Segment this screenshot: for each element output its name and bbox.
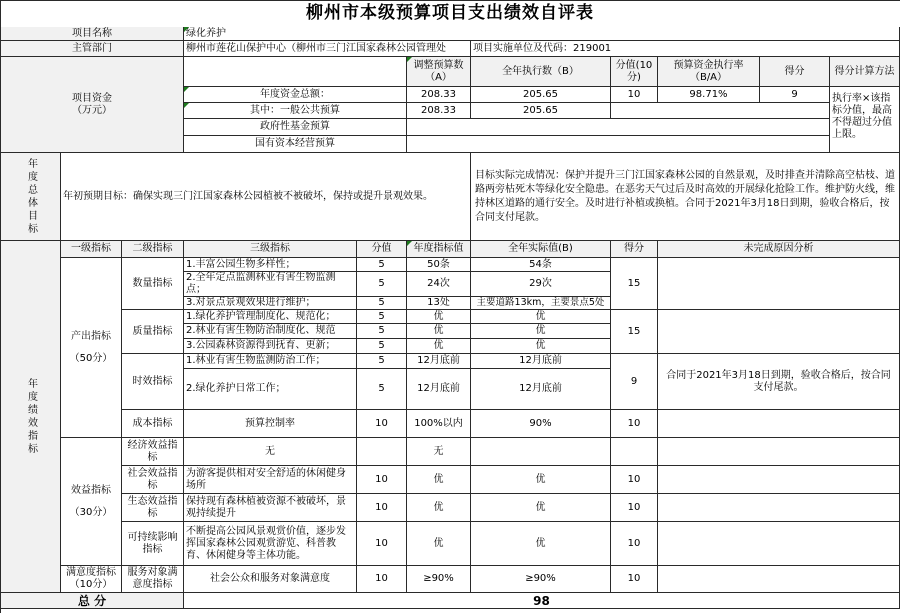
perf-header-score: 得分 <box>611 241 658 258</box>
implementing-unit: 项目实施单位及代码：219001 <box>471 41 900 57</box>
quality-score: 15 <box>611 310 658 354</box>
timeliness-row-2-weight: 5 <box>357 369 407 410</box>
perf-header-weight: 分值 <box>357 241 407 258</box>
perf-header-l3: 三级指标 <box>184 241 357 258</box>
quality-row-1-weight: 5 <box>357 310 407 324</box>
cost-score: 10 <box>611 410 658 438</box>
project-name-value: 绿化养护 <box>184 27 900 41</box>
perf-label-text: 年度绩效指标 <box>25 377 37 456</box>
header-method: 得分计算方法 <box>830 57 900 87</box>
sustainable-score: 10 <box>611 522 658 566</box>
satisfaction-target: ≥90% <box>407 566 471 593</box>
economic-score <box>611 438 658 466</box>
quality-label: 质量指标 <box>122 310 184 354</box>
quality-row-3-weight: 5 <box>357 339 407 354</box>
satisfaction-reason <box>658 566 900 593</box>
funds-gov-label: 政府性基金预算 <box>184 119 407 136</box>
perf-header-l2: 二级指标 <box>122 241 184 258</box>
score-method-text: 执行率×该指标分值，最高不得超过分值上限。 <box>830 87 900 153</box>
social-reason <box>658 466 900 494</box>
timeliness-row-1-target: 12月底前 <box>407 354 471 369</box>
quality-row-3-actual: 优 <box>471 339 611 354</box>
ecological-name: 保持现有森林植被资源不被破坏，景观持续提升 <box>184 494 357 522</box>
timeliness-row-2-target: 12月底前 <box>407 369 471 410</box>
quantity-reason <box>658 258 900 310</box>
funds-gov-blank <box>407 119 830 136</box>
social-target: 优 <box>407 466 471 494</box>
social-label: 社会效益指标 <box>122 466 184 494</box>
quantity-row-2-name: 2.全年定点监测林业有害生物监测点； <box>184 272 357 297</box>
quality-row-2-actual: 优 <box>471 324 611 339</box>
quality-row-1-target: 优 <box>407 310 471 324</box>
quantity-row-2-actual: 29次 <box>471 272 611 297</box>
quality-row-1-actual: 优 <box>471 310 611 324</box>
header-executed: 全年执行数（B） <box>471 57 611 87</box>
timeliness-row-1-name: 1.林业有害生物监测防治工作； <box>184 354 357 369</box>
perf-header-reason: 未完成原因分析 <box>658 241 900 258</box>
quantity-row-3-name: 3.对景点景观效果进行维护； <box>184 297 357 310</box>
quantity-row-2-weight: 5 <box>357 272 407 297</box>
quantity-row-3-target: 13处 <box>407 297 471 310</box>
quality-row-2-name: 2.林业有害生物防治制度化、规范 <box>184 324 357 339</box>
funds-label: 项目资金 （万元） <box>1 57 184 153</box>
economic-reason <box>658 438 900 466</box>
economic-actual <box>471 438 611 466</box>
perf-header-l1: 一级指标 <box>61 241 122 258</box>
cost-actual: 90% <box>471 410 611 438</box>
quantity-row-1-actual: 54条 <box>471 258 611 272</box>
quality-row-3-target: 优 <box>407 339 471 354</box>
timeliness-row-1-weight: 5 <box>357 354 407 369</box>
sustainable-label: 可持续影响指标 <box>122 522 184 566</box>
quality-row-2-target: 优 <box>407 324 471 339</box>
social-score: 10 <box>611 466 658 494</box>
ecological-weight: 10 <box>357 494 407 522</box>
funds-header-blank <box>184 57 407 87</box>
cost-weight: 10 <box>357 410 407 438</box>
economic-target: 无 <box>407 438 471 466</box>
satisfaction-group-label: 满意度指标 （10分） <box>61 566 122 593</box>
funds-general-executed: 205.65 <box>471 103 611 119</box>
timeliness-reason: 合同于2021年3月18日到期，验收合格后，按合同支付尾款。 <box>658 354 900 410</box>
funds-total-rate: 98.71% <box>658 87 760 103</box>
satisfaction-name: 社会公众和服务对象满意度 <box>184 566 357 593</box>
quality-reason <box>658 310 900 354</box>
ecological-actual: 优 <box>471 494 611 522</box>
project-name-label: 项目名称 <box>1 27 184 41</box>
funds-general-label: 其中：一般公共预算 <box>184 103 407 119</box>
satisfaction-score: 10 <box>611 566 658 593</box>
timeliness-row-2-actual: 12月底前 <box>471 369 611 410</box>
sustainable-name: 不断提高公园风景观赏价值，逐步发挥国家森林公园观赏游览、科普教育、休闲健身等主体功能。 <box>184 522 357 566</box>
cost-reason <box>658 410 900 438</box>
dept-value: 柳州市莲花山保护中心（柳州市三门江国家森林公园管理处 <box>184 41 471 57</box>
timeliness-label: 时效指标 <box>122 354 184 410</box>
total-label: 总 分 <box>1 593 184 609</box>
goals-expected: 年初预期目标：确保实现三门江国家森林公园植被不被破坏，保持或提升景观效果。 <box>61 153 471 241</box>
social-name: 为游客提供相对安全舒适的休闲健身场所 <box>184 466 357 494</box>
quantity-row-1-weight: 5 <box>357 258 407 272</box>
quantity-row-1-name: 1.丰富公园生物多样性； <box>184 258 357 272</box>
header-score: 得分 <box>760 57 830 87</box>
total-value: 98 <box>184 593 900 609</box>
ecological-target: 优 <box>407 494 471 522</box>
cost-name: 预算控制率 <box>184 410 357 438</box>
page-title: 柳州市本级预算项目支出绩效自评表 <box>306 3 594 23</box>
sustainable-actual: 优 <box>471 522 611 566</box>
funds-capital-blank <box>407 136 830 153</box>
sustainable-target: 优 <box>407 522 471 566</box>
quantity-row-3-weight: 5 <box>357 297 407 310</box>
satisfaction-actual: ≥90% <box>471 566 611 593</box>
satisfaction-label: 服务对象满意度指标 <box>122 566 184 593</box>
goals-actual: 目标实际完成情况：保护并提升三门江国家森林公园的自然景观，及时排查并清除高空枯枝、道路两旁枯死木等绿化安全隐患。在恶劣天气过后及时高效的开展绿化抢险工作。维护防火线，维持林区道路的通行安全。及时进行补植或换植。合同于2021年3月18日到期，验收合格后，按合同支付尾款。 <box>471 153 900 241</box>
ecological-score: 10 <box>611 494 658 522</box>
cost-target: 100%以内 <box>407 410 471 438</box>
funds-general-adjusted: 208.33 <box>407 103 471 119</box>
economic-name: 无 <box>184 438 357 466</box>
economic-label: 经济效益指标 <box>122 438 184 466</box>
ecological-label: 生态效益指标 <box>122 494 184 522</box>
perf-label <box>1 241 61 593</box>
timeliness-score: 9 <box>611 354 658 410</box>
output-label: 产出指标 （50分） <box>61 258 122 438</box>
sustainable-weight: 10 <box>357 522 407 566</box>
cost-label: 成本指标 <box>122 410 184 438</box>
sustainable-reason <box>658 522 900 566</box>
effect-label: 效益指标 （30分） <box>61 438 122 566</box>
ecological-reason <box>658 494 900 522</box>
social-actual: 优 <box>471 466 611 494</box>
quantity-row-1-target: 50条 <box>407 258 471 272</box>
header-rate: 预算资金执行率 （B/A） <box>658 57 760 87</box>
quantity-row-3-actual: 主要道路13km，主要景点5处 <box>471 297 611 310</box>
timeliness-row-2-name: 2.绿化养护日常工作； <box>184 369 357 410</box>
goals-label-text: 年度总体目标 <box>25 157 37 236</box>
funds-general-blank <box>611 103 830 119</box>
funds-total-score: 9 <box>760 87 830 103</box>
funds-total-label: 年度资金总额： <box>184 87 407 103</box>
quantity-row-2-target: 24次 <box>407 272 471 297</box>
goals-label <box>1 153 61 241</box>
header-weight: 分值(10分) <box>611 57 658 87</box>
quality-row-3-name: 3.公园森林资源得到抚育、更新； <box>184 339 357 354</box>
funds-total-adjusted: 208.33 <box>407 87 471 103</box>
perf-header-target: 年度指标值 <box>407 241 471 258</box>
funds-capital-label: 国有资本经营预算 <box>184 136 407 153</box>
dept-label: 主管部门 <box>1 41 184 57</box>
perf-header-actual: 全年实际值(B) <box>471 241 611 258</box>
header-adjusted: 调整预算数 （A） <box>407 57 471 87</box>
funds-total-weight: 10 <box>611 87 658 103</box>
timeliness-row-1-actual: 12月底前 <box>471 354 611 369</box>
quality-row-1-name: 1.绿化养护管理制度化、规范化； <box>184 310 357 324</box>
satisfaction-weight: 10 <box>357 566 407 593</box>
quantity-score: 15 <box>611 258 658 310</box>
economic-weight <box>357 438 407 466</box>
funds-total-executed: 205.65 <box>471 87 611 103</box>
social-weight: 10 <box>357 466 407 494</box>
quantity-label: 数量指标 <box>122 258 184 310</box>
quality-row-2-weight: 5 <box>357 324 407 339</box>
